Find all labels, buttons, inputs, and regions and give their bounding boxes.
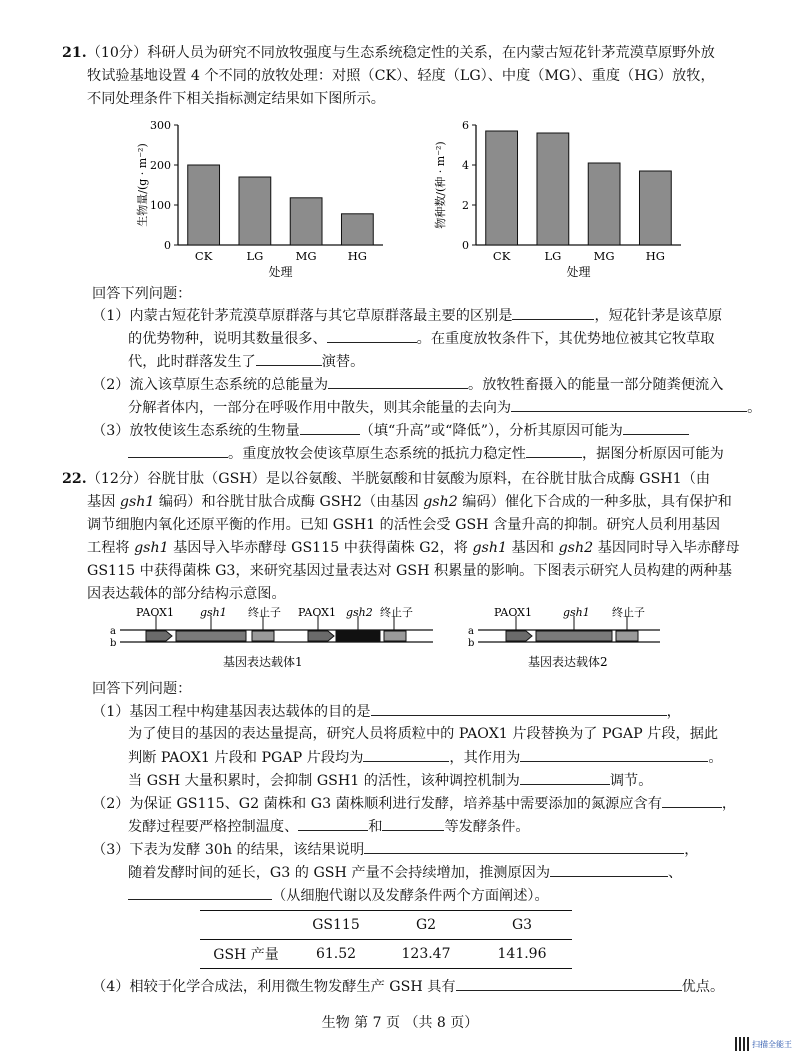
q22-part1-line2: 为了使目的基因的表达量提高，研究人员将质粒中的 PAOX1 片段替换为了 PGAP 片段，据此	[128, 726, 719, 742]
blank-22-2-2[interactable]	[298, 815, 368, 831]
table-cell-gs115: 61.52	[315, 946, 357, 962]
blank-2-1[interactable]	[328, 373, 468, 389]
terminator-v2	[616, 631, 638, 641]
q22-number: 22.	[62, 471, 87, 487]
gsh1-gene-v2	[536, 631, 612, 641]
q21-part1-line2: 的优势物种，说明其数量很多、 。在重度放牧条件下，其优势地位被其它牧草取	[128, 327, 715, 350]
table-cell-g3: 141.96	[497, 946, 547, 962]
bar-ck	[486, 131, 518, 245]
page-footer: 生物 第 7 页 （共 8 页）	[321, 1015, 479, 1031]
species-bar-chart	[418, 112, 708, 277]
bar-mg	[588, 163, 620, 245]
x-tick-label: MG	[295, 249, 317, 263]
q21-intro-line3: 不同处理条件下相关指标测定结果如下图所示。	[87, 91, 385, 107]
gsh1-label-1: gsh1	[200, 606, 227, 619]
q21-part1-line1: （1）内蒙古短花针茅荒漠草原群落与其它草原群落最主要的区别是 ，短花针茅是该草原	[92, 304, 722, 327]
blank-1-1[interactable]	[512, 304, 594, 320]
q22-part1-line1: （1）基因工程中构建基因表达载体的目的是 ，	[92, 700, 681, 723]
table-header-empty	[200, 911, 292, 940]
q22-part2-line1: （2）为保证 GS115、G2 菌株和 G3 菌株顺利进行发酵，培养基中需要添加的氮源应含有 ，	[92, 792, 736, 815]
blank-22-3-1[interactable]	[364, 838, 684, 854]
x-tick-label: CK	[492, 249, 511, 263]
bar-mg	[290, 198, 322, 245]
q22-part4-line1: （4）相较于化学合成法，利用微生物发酵生产 GSH 具有 优点。	[92, 975, 724, 998]
strand-b-label: b	[110, 638, 117, 649]
gsh-results-table	[200, 910, 572, 969]
x-tick-label: LG	[544, 249, 562, 263]
table-cell-g2: 123.47	[401, 946, 451, 962]
strand-b-label-2: b	[468, 638, 475, 649]
table-row-label: GSH 产量	[213, 947, 279, 963]
vector-diagram	[108, 604, 668, 672]
terminator-label-2: 终止子	[380, 606, 413, 619]
q22-part1-line4: 当 GSH 大量积累时，会抑制 GSH1 的活性，该种调控机制为 调节。	[128, 769, 652, 792]
y-tick-label: 0	[462, 239, 469, 252]
q22-intro-line3: 调节细胞内氧化还原平衡的作用。已知 GSH1 的活性会受 GSH 含量升高的抑制。研究人员利用基因	[87, 517, 721, 533]
x-tick-label: HG	[645, 249, 665, 263]
gsh1-gene-1	[176, 631, 246, 641]
x-tick-label: CK	[194, 249, 213, 263]
blank-22-2-1[interactable]	[662, 792, 722, 808]
paox1-label-1: PAOX1	[136, 606, 174, 619]
blank-22-1-2[interactable]	[363, 746, 449, 762]
blank-3-4[interactable]	[526, 442, 582, 458]
q22-part2-line2: 发酵过程要严格控制温度、 和 等发酵条件。	[128, 815, 530, 838]
q21-part3-line2: 。重度放牧会使该草原生态系统的抵抗力稳定性 ，据图分析原因可能为	[128, 442, 724, 465]
paox1-promoter-2	[308, 631, 334, 641]
q22-intro-line1: 22.（12分）谷胱甘肽（GSH）是以谷氨酸、半胱氨酸和甘氨酸为原料，在谷胱甘肽合成酶 GSH1（由	[62, 471, 711, 487]
q22-part1-line3: 判断 PAOX1 片段和 PGAP 片段均为 ，其作用为 。	[128, 746, 723, 769]
vector-2	[468, 605, 660, 669]
biomass-bar-chart	[120, 112, 400, 277]
strand-a-label-2: a	[468, 626, 474, 637]
blank-3-1[interactable]	[300, 419, 360, 435]
watermark-text: 扫描全能王	[752, 1039, 792, 1049]
q22-part3-line3: （从细胞代谢以及发酵条件两个方面阐述）。	[128, 884, 549, 907]
table-header-row	[200, 911, 572, 940]
blank-22-1-1[interactable]	[371, 700, 667, 716]
bar-ck	[188, 165, 220, 245]
blank-1-2[interactable]	[327, 327, 417, 343]
table-header-gs115: GS115	[312, 917, 360, 933]
x-tick-label: HG	[347, 249, 367, 263]
q21-part2-line1: （2）流入该草原生态系统的总能量为 。放牧牲畜摄入的能量一部分随粪便流入	[92, 373, 723, 396]
q22-intro-line5: GS115 中获得菌株 G3，来研究基因过量表达对 GSH 积累量的影响。下图表示研究人员构建的两种基	[87, 563, 732, 579]
x-tick-label: LG	[246, 249, 264, 263]
q21-part2-line2: 分解者体内，一部分在呼吸作用中散失，则其余能量的去向为 。	[128, 396, 761, 419]
strand-a-label: a	[110, 626, 116, 637]
q22-intro-line2: 基因 gsh1 编码）和谷胱甘肽合成酶 GSH2（由基因 gsh2 编码）催化下合成的一种多肽，具有保护和	[87, 494, 732, 510]
q21-part1-line3: 代，此时群落发生了 演替。	[128, 350, 364, 373]
y-tick-label: 0	[164, 239, 171, 252]
x-axis-label: 处理	[566, 265, 591, 277]
vector-1-caption: 基因表达载体1	[223, 655, 303, 669]
terminator-1	[252, 631, 274, 641]
gsh2-gene	[336, 631, 380, 641]
blank-3-3[interactable]	[128, 442, 228, 458]
scanner-watermark	[735, 1037, 792, 1051]
vector-1	[110, 605, 433, 669]
y-tick-label: 6	[462, 119, 469, 132]
y-tick-label: 4	[462, 159, 469, 172]
paox1-label-2: PAOX1	[298, 606, 336, 619]
table-header-g3: G3	[511, 917, 533, 933]
table-header-g2: G2	[415, 917, 437, 933]
bar-hg	[341, 214, 373, 245]
terminator-label-v2: 终止子	[612, 606, 645, 619]
bar-lg	[537, 133, 569, 245]
blank-22-2-3[interactable]	[382, 815, 444, 831]
y-axis-label: 生物量/(g · m⁻²)	[136, 143, 149, 227]
y-tick-label: 200	[150, 159, 171, 172]
q21-part3-line1: （3）放牧使该生态系统的生物量 （填“升高”或“降低”），分析其原因可能为	[92, 419, 689, 442]
blank-1-3[interactable]	[256, 350, 322, 366]
x-axis-label: 处理	[268, 265, 293, 277]
bar-lg	[239, 177, 271, 245]
paox1-promoter-v2	[506, 631, 532, 641]
blank-22-3-3[interactable]	[128, 884, 272, 900]
blank-22-1-4[interactable]	[520, 769, 610, 785]
q22-intro-line6: 因表达载体的部分结构示意图。	[87, 586, 286, 602]
y-axis-label: 物种数/(种 · m⁻²)	[434, 141, 447, 229]
paox1-promoter-1	[146, 631, 172, 641]
qr-code-icon	[735, 1037, 749, 1051]
terminator-label-1: 终止子	[248, 606, 281, 619]
q22-part3-line1: （3）下表为发酵 30h 的结果，该结果说明 ，	[92, 838, 698, 861]
q22-intro-line4: 工程将 gsh1 基因导入毕赤酵母 GS115 中获得菌株 G2，将 gsh1 基因和 gsh2 基因同时导入毕赤酵母	[87, 540, 740, 556]
y-tick-label: 100	[150, 199, 171, 212]
terminator-2	[384, 631, 406, 641]
gsh1-label-v2: gsh1	[563, 606, 590, 619]
blank-22-4-1[interactable]	[456, 975, 682, 991]
y-tick-label: 2	[462, 199, 469, 212]
q21-intro-line2: 牧试验基地设置 4 个不同的放牧处理：对照（CK）、轻度（LG）、中度（MG）、重度（HG）放牧，	[87, 68, 715, 84]
q21-number: 21.	[62, 45, 87, 61]
q22-part3-line2: 随着发酵时间的延长，G3 的 GSH 产量不会持续增加，推测原因为 、	[128, 861, 682, 884]
blank-22-1-3[interactable]	[520, 746, 708, 762]
q22-answer-prompt: 回答下列问题：	[92, 681, 192, 697]
q21-intro-line1: 21.（10分）科研人员为研究不同放牧强度与生态系统稳定性的关系，在内蒙古短花针茅荒漠草原野外放	[62, 45, 715, 61]
table-row	[200, 940, 572, 969]
paox1-label-v2: PAOX1	[494, 606, 532, 619]
blank-2-2[interactable]	[511, 396, 747, 412]
blank-22-3-2[interactable]	[550, 861, 668, 877]
gsh2-label: gsh2	[346, 606, 373, 619]
blank-3-2[interactable]	[623, 419, 689, 435]
vector-2-caption: 基因表达载体2	[528, 655, 608, 669]
y-tick-label: 300	[150, 119, 171, 132]
bar-hg	[639, 171, 671, 245]
q21-answer-prompt: 回答下列问题：	[92, 286, 192, 302]
x-tick-label: MG	[593, 249, 615, 263]
